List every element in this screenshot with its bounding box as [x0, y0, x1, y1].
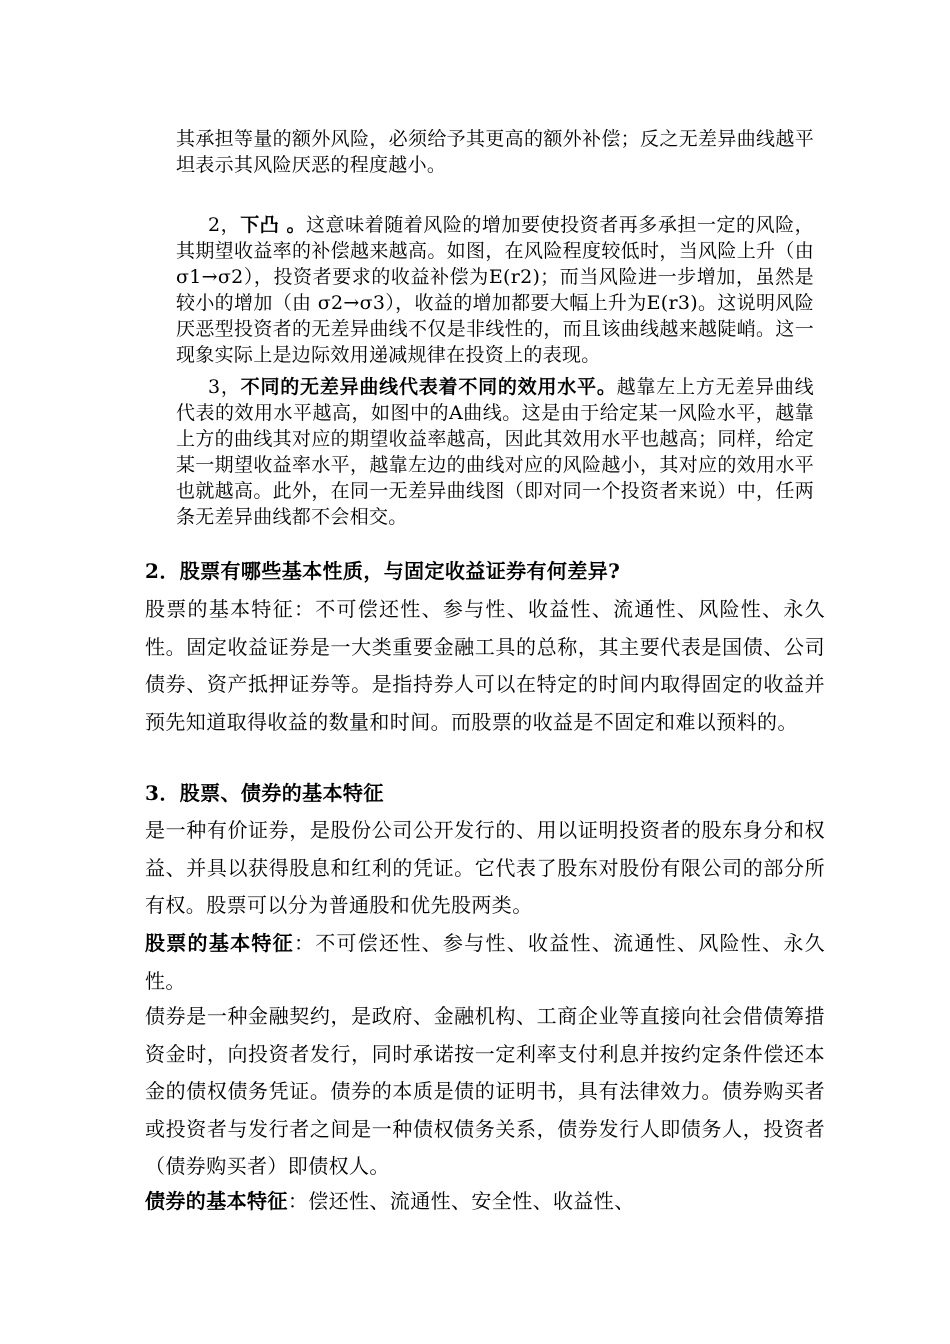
point-heading: 下凸 。 [240, 214, 306, 236]
paragraph-text: 债券是一种金融契约，是政府、金融机构、工商企业等直接向社会借债筹措资金时，向投资者发行，同时承诺按一定利率支付利息并按约定条件偿还本金的债权债务凭证。债券的本质是债的证明书，具有法律效力。债券购买者或投资者与发行者之间是一种债权债务关系，债券发行人即债务人，投资者（债券购买者）即债权人。 [145, 1004, 825, 1178]
point-number: 3， [208, 376, 241, 398]
paragraph-text: 是一种有价证券，是股份公司公开发行的、用以证明投资者的股东身分和权益、并具以获得股息和红利的凭证。它代表了股东对股份有限公司的部分所有权。股票可以分为普通股和优先股两类。 [145, 818, 825, 917]
indifference-curve-point-1-continuation [176, 126, 814, 178]
paragraph [176, 212, 814, 368]
indifference-curve-point-3 [176, 374, 814, 530]
bond-definition [145, 998, 825, 1186]
paragraph-text: ：不可偿还性、参与性、收益性、流通性、风险性、永久性。 [145, 931, 826, 993]
paragraph-text: 股票的基本特征：不可偿还性、参与性、收益性、流通性、风险性、永久性。固定收益证券是一大类重要金融工具的总称，其主要代表是国债、公司债券、资产抵押证券等。是指持券人可以在特定的时间内取得固定的收益并预先知道取得收益的数量和时间。而股票的收益是不固定和难以预料的。 [145, 597, 825, 734]
paragraph [145, 1183, 825, 1221]
paragraph [176, 374, 814, 530]
features-label: 债券的基本特征 [145, 1189, 288, 1213]
paragraph-text: 其承担等量的额外风险，必须给予其更高的额外补偿；反之无差异曲线越平坦表示其风险厌恶的程度越小。 [176, 128, 814, 176]
stock-features [145, 925, 825, 1000]
question-2-heading [145, 556, 825, 586]
features-label: 股票的基本特征 [145, 931, 294, 955]
heading-text: 2．股票有哪些基本性质，与固定收益证券有何差异? [145, 559, 621, 583]
heading-text: 3．股票、债券的基本特征 [145, 781, 384, 805]
point-number: 2， [208, 214, 241, 236]
point-heading: 不同的无差异曲线代表着不同的效用水平。 [240, 376, 617, 398]
question-3-heading [145, 778, 825, 808]
question-2-answer [145, 591, 825, 741]
paragraph-text: ：偿还性、流通性、安全性、收益性、 [287, 1189, 635, 1213]
paragraph-text: 越靠左上方无差异曲线代表的效用水平越高，如图中的A曲线。这是由于给定某一风险水平，越靠上方的曲线其对应的期望收益率越高，因此其效用水平也越高；同样，给定某一期望收益率水平，越靠左边的曲线对应的风险越小，其对应的效用水平也就越高。此外，在同一无差异曲线图（即对同一个投资者来说）中，任两条无差异曲线都不会相交。 [176, 376, 814, 528]
indifference-curve-point-2 [176, 212, 814, 368]
stock-definition [145, 812, 825, 925]
bond-features [145, 1183, 825, 1221]
paragraph-text: 这意味着随着风险的增加要使投资者再多承担一定的风险，其期望收益率的补偿越来越高。如图，在风险程度较低时，当风险上升（由 σ1→σ2），投资者要求的收益补偿为E(r2)；而当风险进一步增加，虽然是较小的增加（由 σ2→σ3），收益的增加都要大幅上升为E(r3)。这说明风险厌恶型投资者的无差异曲线不仅是非线性的，而且该曲线越来越陡峭。这一现象实际上是边际效用递减规律在投资上的表现。 [176, 214, 814, 366]
paragraph [145, 925, 825, 1000]
